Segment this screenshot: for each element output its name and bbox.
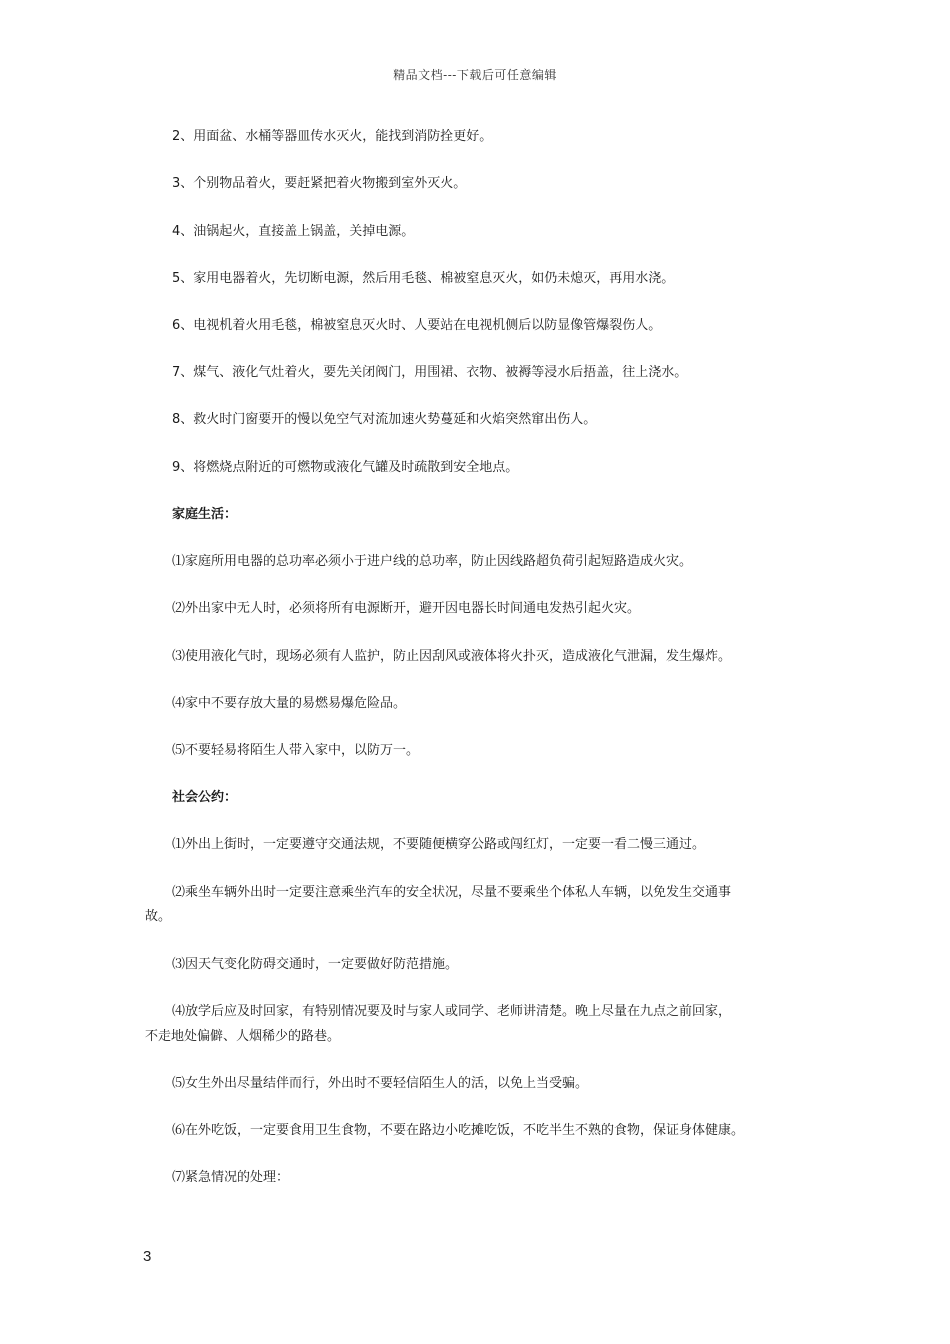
list-item: 5、家用电器着火，先切断电源，然后用毛毯、棉被窒息灭火，如仍未熄灭，再用水浇。 <box>172 271 675 286</box>
list-item: ⑹在外吃饭，一定要食用卫生食物，不要在路边小吃摊吃饭，不吃半生不熟的食物，保证身体健康。 <box>172 1123 745 1138</box>
list-item: ⑸不要轻易将陌生人带入家中，以防万一。 <box>172 743 420 758</box>
list-item: ⑺紧急情况的处理： <box>172 1170 290 1185</box>
section-heading-society: 社会公约： <box>172 790 238 805</box>
list-item: ⑶因天气变化防碍交通时，一定要做好防范措施。 <box>172 957 459 972</box>
list-item: ⑴家庭所用电器的总功率必须小于进户线的总功率，防止因线路超负荷引起短路造成火灾。 <box>172 554 693 569</box>
list-item: ⑴外出上街时，一定要遵守交通法规，不要随便横穿公路或闯红灯，一定要一看二慢三通过。 <box>172 837 706 852</box>
list-item: 8、救火时门窗要开的慢以免空气对流加速火势蔓延和火焰突然窜出伤人。 <box>172 412 597 427</box>
list-item: 6、电视机着火用毛毯，棉被窒息灭火时、人要站在电视机侧后以防显像管爆裂伤人。 <box>172 318 662 333</box>
list-item: 7、煤气、液化气灶着火，要先关闭阀门，用围裙、衣物、被褥等浸水后捂盖，往上浇水。 <box>172 365 688 380</box>
list-item: 3、个别物品着火，要赶紧把着火物搬到室外灭火。 <box>172 176 467 191</box>
page-number: 3 <box>143 1248 152 1265</box>
list-item: ⑷家中不要存放大量的易燃易爆危险品。 <box>172 696 407 711</box>
list-item: 2、用面盆、水桶等器皿传水灭火，能找到消防拴更好。 <box>172 129 493 144</box>
list-item: 9、将燃烧点附近的可燃物或液化气罐及时疏散到安全地点。 <box>172 460 519 475</box>
page-header: 精品文档---下载后可任意编辑 <box>393 68 557 82</box>
list-item: ⑵乘坐车辆外出时一定要注意乘坐汽车的安全状况，尽量不要乘坐个体私人车辆，以免发生交通事 <box>172 885 732 900</box>
list-item-continuation: 不走地处偏僻、人烟稀少的路巷。 <box>145 1029 341 1044</box>
list-item: ⑷放学后应及时回家，有特别情况要及时与家人或同学、老师讲清楚。晚上尽量在九点之前回家， <box>172 1004 732 1019</box>
list-item: 4、油锅起火，直接盖上锅盖，关掉电源。 <box>172 224 415 239</box>
section-heading-family: 家庭生活： <box>172 507 238 522</box>
list-item: ⑵外出家中无人时，必须将所有电源断开，避开因电器长时间通电发热引起火灾。 <box>172 601 641 616</box>
list-item: ⑸女生外出尽量结伴而行，外出时不要轻信陌生人的活，以免上当受骗。 <box>172 1076 589 1091</box>
list-item: ⑶使用液化气时，现场必须有人监护，防止因刮风或液体将火扑灭，造成液化气泄漏，发生爆炸。 <box>172 649 732 664</box>
list-item-continuation: 故。 <box>145 909 172 924</box>
